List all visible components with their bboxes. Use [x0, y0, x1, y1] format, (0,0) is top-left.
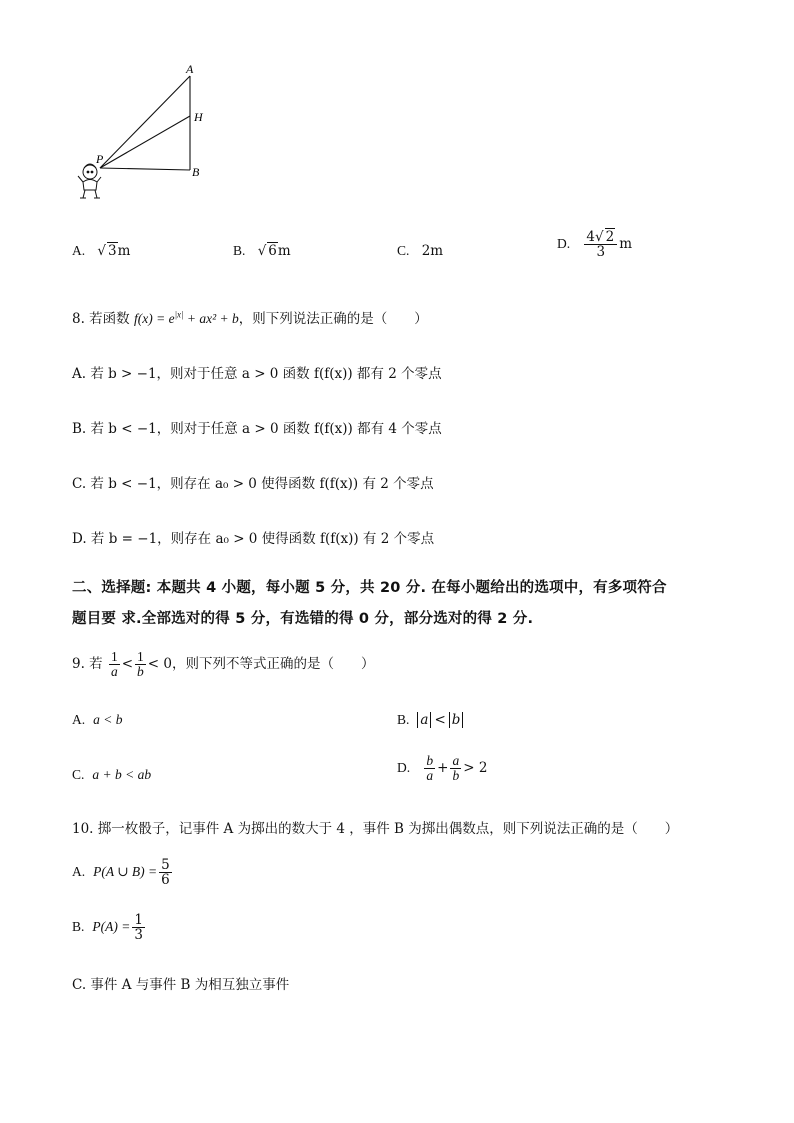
q10-a-fraction: $\frac{5}{6}$ — [161, 857, 170, 889]
label-A: A — [186, 62, 194, 76]
q9-option-b: B. a < b — [397, 712, 463, 728]
q7-d-fraction: $\frac{4√ 2}{3}$ — [584, 230, 617, 259]
q9-d-fraction-2: $\frac{a}{b}$ — [452, 753, 460, 784]
label-P: P — [96, 152, 104, 166]
triangle-lines — [100, 76, 190, 170]
q9-option-d: D. $\frac{b}{a}$ + $\frac{a}{b}$ > 2 — [397, 753, 488, 784]
q7-option-a: A. √ 3m — [72, 243, 131, 259]
label-B: B — [192, 165, 200, 179]
q9-d-fraction-1: $\frac{b}{a}$ — [426, 753, 434, 784]
q9-fraction-2: $\frac{1}{b}$ — [137, 649, 144, 680]
q8-option-c: C. 若 b < −1，则存在 a₀ > 0 使得函数 f(f(x)) 有 2 个零点 — [72, 476, 434, 492]
q8-option-a: A. 若 b > −1，则对于任意 a > 0 函数 f(f(x)) 都有 2 个零点 — [72, 366, 442, 382]
q7-option-d: D. $\frac{4√ 2}{3}$ m — [557, 229, 633, 261]
q10-option-c: C. 事件 A 与事件 B 为相互独立事件 — [72, 977, 290, 993]
q9-option-a: A. a < b — [72, 712, 123, 727]
radical-sign: √ — [97, 243, 107, 259]
q10-option-b: B. P(A) = $\frac{1}{3}$ — [72, 912, 143, 944]
q9-stem: 9. 若 $\frac{1}{a}$ < $\frac{1}{b}$ < 0，则下列不等式正确的是（ ） — [72, 649, 375, 680]
q10-stem: 10. 掷一枚骰子，记事件 A 为掷出的数大于 4 ，事件 B 为掷出偶数点，则下列说法正确的是（ ） — [72, 821, 679, 837]
q10-b-fraction: $\frac{1}{3}$ — [134, 912, 143, 944]
q8-option-d: D. 若 b = −1，则存在 a₀ > 0 使得函数 f(f(x)) 有 2 个零点 — [72, 531, 435, 547]
q10-option-a: A. P(A ∪ B) = $\frac{5}{6}$ — [72, 857, 170, 889]
q7-option-c: C. 2m — [397, 243, 444, 259]
section-2-line-1: 二、选择题: 本题共 4 小题，每小题 5 分，共 20 分. 在每小题给出的选项中，有多项符合 — [72, 580, 667, 596]
section-2-line-2: 题目要 求.全部选对的得 5 分，有选错的得 0 分，部分选对的得 2 分. — [72, 611, 534, 627]
q8-option-b: B. 若 b < −1，则对于任意 a > 0 函数 f(f(x)) 都有 4 个零点 — [72, 421, 442, 437]
q9-option-c: C. a + b < ab — [72, 767, 152, 782]
q8-stem: 8. 若函数 $f(x) = e^{|x|} + ax^2 + b$，则下列说法正确的是（ ） — [72, 309, 428, 327]
q9-fraction-1: $\frac{1}{a}$ — [110, 649, 118, 680]
person-icon — [78, 164, 101, 198]
geometry-figure — [70, 60, 220, 210]
radical-sign: √ — [257, 243, 267, 259]
q7-option-b: B. √ 6m — [233, 243, 291, 259]
label-H: H — [194, 110, 203, 124]
